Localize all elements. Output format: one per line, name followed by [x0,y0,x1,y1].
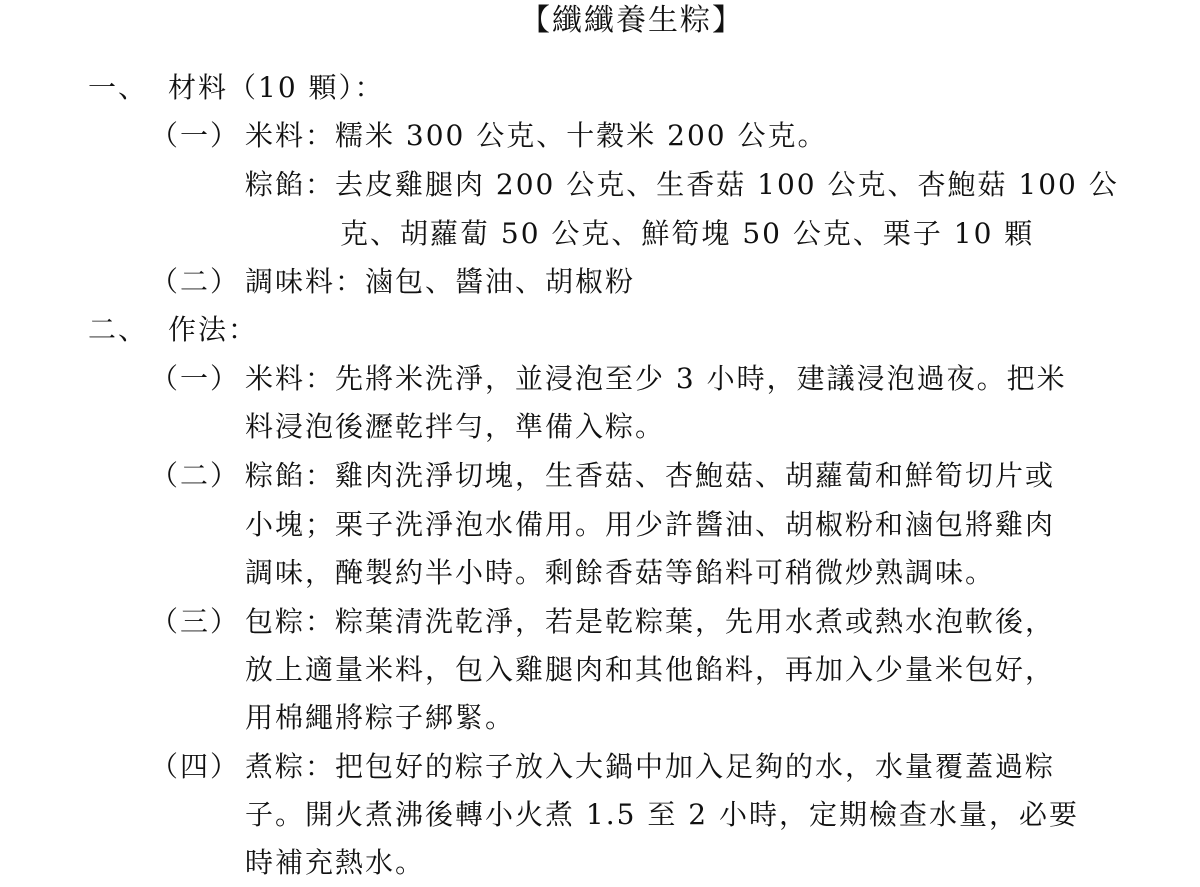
step-wrap-line: 用棉繩將粽子綁緊。 [245,701,516,734]
step-boil-line: 煮粽：把包好的粽子放入大鍋中加入足夠的水，水量覆蓋過粽 [245,750,1056,783]
step-boil-line: 子。開火煮沸後轉小火煮 1.5 至 2 小時，定期檢查水量，必要 [245,798,1079,831]
step-number: （四） [150,750,241,783]
step-wrap-line: 放上適量米料，包入雞腿肉和其他餡料，再加入少量米包好， [245,653,1056,686]
material-seasoning-line: 調味料：滷包、醬油、胡椒粉 [245,265,636,298]
section-number: 一、 [88,71,149,104]
section-title-materials: 材料（10 顆）： [168,71,385,104]
item-number: （二） [150,265,241,298]
step-boil-line: 時補充熱水。 [245,846,426,879]
section-number: 二、 [88,313,149,346]
material-filling-line: 克、胡蘿蔔 50 公克、鮮筍塊 50 公克、栗子 10 顆 [340,217,1035,250]
step-wrap-line: 包粽：粽葉清洗乾淨，若是乾粽葉，先用水煮或熱水泡軟後， [245,605,1056,638]
section-title-method: 作法： [168,313,259,346]
step-rice-line: 米料：先將米洗淨，並浸泡至少 3 小時，建議浸泡過夜。把米 [245,362,1067,395]
step-number: （二） [150,459,241,492]
step-number: （一） [150,362,241,395]
step-filling-line: 調味，醃製約半小時。剩餘香菇等餡料可稍微炒熟調味。 [245,556,996,589]
item-number: （一） [150,119,241,152]
document-title: 【纖纖養生粽】 [520,3,744,38]
step-filling-line: 小塊；栗子洗淨泡水備用。用少許醬油、胡椒粉和滷包將雞肉 [245,508,1056,541]
step-rice-line: 料浸泡後瀝乾拌勻，準備入粽。 [245,410,666,443]
material-filling-line: 粽餡：去皮雞腿肉 200 公克、生香菇 100 公克、杏鮑菇 100 公 [245,168,1119,201]
step-number: （三） [150,605,241,638]
step-filling-line: 粽餡：雞肉洗淨切塊，生香菇、杏鮑菇、胡蘿蔔和鮮筍切片或 [245,459,1056,492]
material-rice-line: 米料：糯米 300 公克、十穀米 200 公克。 [245,119,828,152]
